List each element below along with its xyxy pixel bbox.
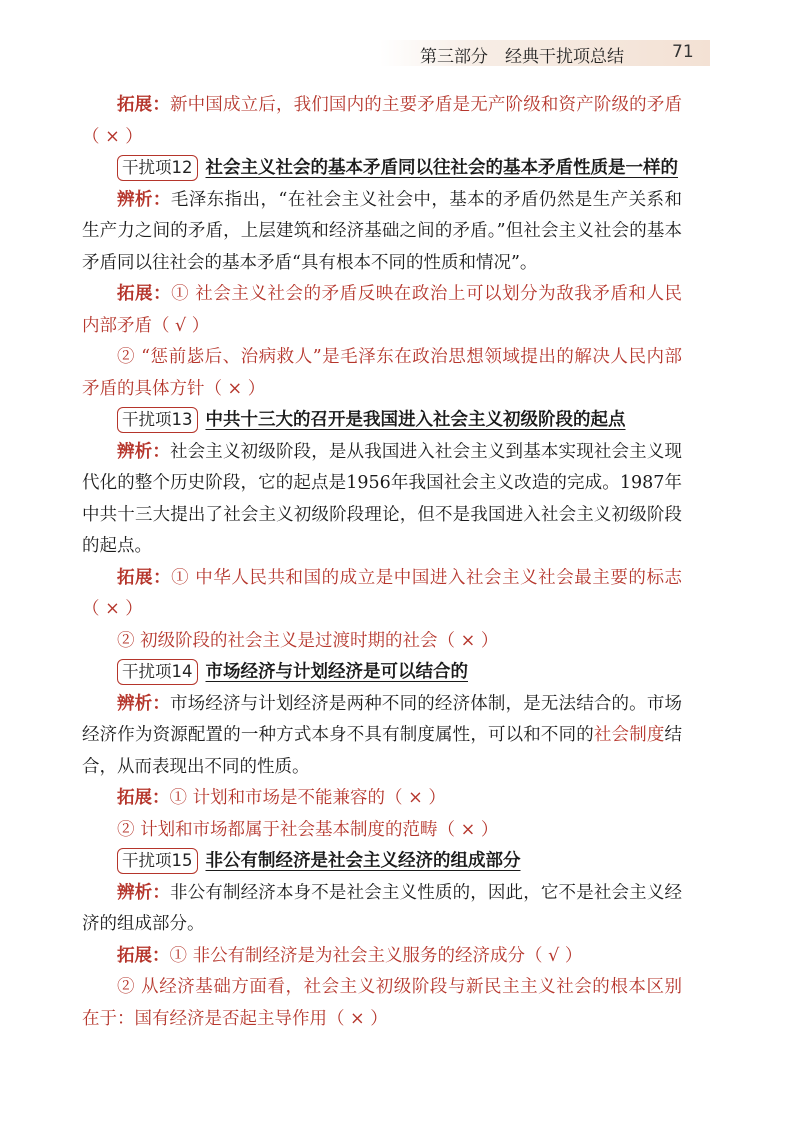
analysis-label: 辨析： [117, 189, 171, 210]
extension-label: 拓展： [117, 945, 170, 966]
extension-text: ① 计划和市场是不能兼容的（ × ） [169, 788, 446, 808]
extension-paragraph [82, 783, 682, 815]
analysis-text: 毛泽东指出，“在社会主义社会中，基本的矛盾仍然是生产关系和生产力之间的矛盾，上层建筑和经济基础之间的矛盾。”但社会主义社会的基本矛盾同以往社会的基本矛盾“具有根本不同的性质和情况”。 [82, 189, 682, 273]
distractor-heading [82, 153, 682, 185]
distractor-claim: 社会主义社会的基本矛盾同以往社会的基本矛盾性质是一样的 [205, 158, 678, 178]
distractor-tag: 干扰项15 [117, 848, 198, 874]
extension-paragraph [82, 279, 682, 342]
page-number: 71 [672, 42, 694, 62]
distractor-claim: 中共十三大的召开是我国进入社会主义初级阶段的起点 [205, 410, 626, 430]
extension-label: 拓展： [117, 788, 170, 808]
extension-paragraph [82, 563, 682, 626]
distractor-heading [82, 405, 682, 437]
extension-text: ② 从经济基础方面看，社会主义初级阶段与新民主主义社会的根本区别在于：国有经济是否起主导作用（ × ） [82, 977, 682, 1029]
extension-paragraph [82, 972, 682, 1035]
analysis-paragraph [82, 878, 682, 941]
distractor-tag: 干扰项12 [117, 155, 198, 181]
analysis-label: 辨析： [117, 693, 170, 714]
analysis-paragraph [82, 437, 682, 563]
running-header [380, 40, 710, 66]
analysis-label: 辨析： [117, 882, 170, 903]
page-content [82, 90, 682, 1035]
extension-paragraph [82, 90, 682, 153]
extension-paragraph [82, 342, 682, 405]
highlighted-term: 社会制度 [593, 725, 665, 745]
distractor-claim: 市场经济与计划经济是可以结合的 [205, 662, 468, 682]
analysis-label: 辨析： [117, 441, 170, 462]
extension-label: 拓展： [117, 284, 172, 304]
extension-label: 拓展： [117, 567, 172, 588]
analysis-text: 市场经济与计划经济是两种不同的经济体制，是无法结合的。市场经济作为资源配置的一种方式本身不具有制度属性，可以和不同的 [82, 693, 682, 745]
section-title: 第三部分 经典干扰项总结 [420, 47, 624, 67]
extension-text: ① 中华人民共和国的成立是中国进入社会主义社会最主要的标志（ × ） [82, 567, 682, 619]
analysis-paragraph [82, 689, 682, 784]
distractor-heading [82, 846, 682, 878]
analysis-text: 社会主义初级阶段，是从我国进入社会主义到基本实现社会主义现代化的整个历史阶段，它的起点是1956年我国社会主义改造的完成。1987年中共十三大提出了社会主义初级阶段理论，但不是我国进入社会主义初级阶段的起点。 [82, 441, 682, 556]
distractor-heading [82, 657, 682, 689]
extension-text: ② 计划和市场都属于社会基本制度的范畴（ × ） [117, 819, 499, 840]
distractor-tag: 干扰项13 [117, 407, 198, 433]
extension-text: 新中国成立后，我们国内的主要矛盾是无产阶级和资产阶级的矛盾（ × ） [82, 95, 682, 147]
distractor-tag: 干扰项14 [117, 659, 198, 685]
extension-text: ② “惩前毖后、治病救人”是毛泽东在政治思想领域提出的解决人民内部矛盾的具体方针（ × ） [82, 347, 682, 399]
extension-text: ② 初级阶段的社会主义是过渡时期的社会（ × ） [117, 630, 499, 651]
extension-paragraph [82, 626, 682, 658]
analysis-paragraph [82, 185, 682, 280]
extension-paragraph [82, 815, 682, 847]
analysis-text-end: 结合，从而表现出不同的性质。 [82, 725, 683, 777]
extension-text: ① 非公有制经济是为社会主义服务的经济成分（ √ ） [169, 945, 583, 966]
extension-label: 拓展： [117, 95, 170, 115]
distractor-claim: 非公有制经济是社会主义经济的组成部分 [205, 851, 521, 871]
analysis-text: 非公有制经济本身不是社会主义性质的，因此，它不是社会主义经济的组成部分。 [82, 882, 682, 934]
extension-paragraph [82, 941, 682, 973]
extension-text: ① 社会主义社会的矛盾反映在政治上可以划分为敌我矛盾和人民内部矛盾（ √ ） [82, 284, 682, 336]
